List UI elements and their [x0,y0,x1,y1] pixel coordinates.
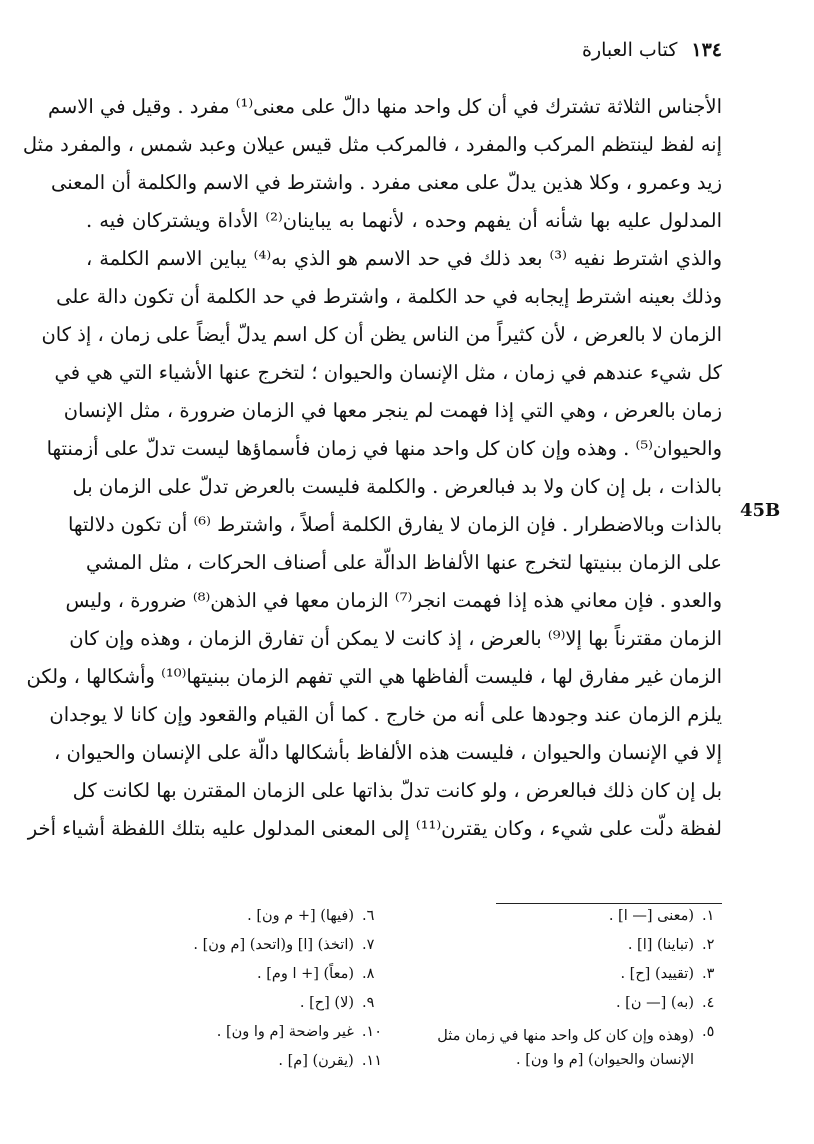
text-line: الزمان غير مفارق لها ، فليست ألفاظها هي التي تفهم الزمان ببنيتها⁽¹⁰⁾ وأشكالها ، ولكن [26,665,722,688]
footnote [120,995,382,1012]
footnote [120,1053,382,1070]
footnote-number: ٧. [362,937,375,953]
text-line: بل إن كان ذلك فبالعرض ، ولو كانت تدلّ بذاتها على الزمان المقترن بها لكانت كل [72,779,722,802]
text-line: والعدو . فإن معاني هذه إذا فهمت انجر⁽⁷⁾ الزمان معها في الذهن⁽⁸⁾ ضرورة ، وليس [65,589,722,612]
text-line: بالذات ، بل إن كان ولا بد فبالعرض . والكلمة فليست بالعرض تدلّ على الزمان بل [72,475,722,498]
text-line: كل شيء عندهم في زمان ، مثل الإنسان والحيوان ؛ لتخرج عنها الأشياء التي هي في [54,361,722,384]
footnote-text: (تباينا) [ا] . [627,937,694,953]
footnote [120,908,382,925]
footnote-number: ١١. [361,1053,382,1069]
text-line: الزمان لا بالعرض ، لأن كثيراً من الناس يظن أن كل اسم يدلّ أيضاً على زمان ، إذ كان [41,323,722,346]
footnote-number: ١. [702,908,715,924]
footnotes-column-left [120,908,382,1082]
footnote-separator [496,903,722,904]
footnote [400,995,722,1012]
footnote-text: (معنى [— ا] . [608,908,694,924]
page-number: ١٣٤ [691,39,722,61]
text-line: والذي اشترط نفيه ⁽³⁾ بعد ذلك في حد الاسم هو الذي به⁽⁴⁾ يباين الاسم الكلمة ، [86,247,722,270]
text-line: الزمان مقترناً بها إلا⁽⁹⁾ بالعرض ، إذ كانت لا يمكن أن تفارق الزمان ، وهذه وإن كان [69,627,722,650]
footnote [400,937,722,954]
footnote-number: ٩. [362,995,375,1011]
text-line: إنه لفظ لينتظم المركب والمفرد ، فالمركب مثل قيس عيلان وعبد شمس ، والمفرد مثل [22,133,722,156]
footnote [120,937,382,954]
book-title: كتاب العبارة [581,39,678,61]
margin-reference: 45B [740,500,781,521]
footnote [400,908,722,925]
text-line: لفظة دلّت على شيء ، وكان يقترن⁽¹¹⁾ إلى المعنى المدلول عليه بتلك اللفظة أشياء أخر [27,817,722,840]
text-line: يلزم الزمان عند وجودها على أنه من خارج . كما أن القيام والقعود وإن كانا لا يوجدان [49,703,722,726]
footnote [400,1024,722,1072]
footnote-number: ٦. [362,908,375,924]
text-line: بالذات وبالاضطرار . فإن الزمان لا يفارق الكلمة أصلاً ، واشترط ⁽⁶⁾ أن تكون دلالتها [67,513,722,536]
text-line: زمان بالعرض ، وهي التي إذا فهمت لم ينجر معها في الزمان ضرورة ، مثل الإنسان [63,399,722,422]
text-line: زيد وعمرو ، وكلا هذين يدلّ على معنى مفرد . واشترط في الاسم والكلمة أن المعنى [50,171,722,194]
footnote-text: (فيها) [+ م ون] . [247,908,354,924]
footnote-text: (معاً) [+ ا وم] . [256,966,354,982]
footnote-text: غير واضحة [م وا ون] . [216,1024,354,1040]
footnote-text: (يقرن) [م] . [278,1053,354,1069]
footnote [400,966,722,983]
footnote-number: ٢. [702,937,715,953]
footnote-number: ١٠. [361,1024,382,1040]
main-text [22,88,722,848]
text-line: المدلول عليه بها شأنه أن يفهم وحده ، لأنهما به يباينان⁽²⁾ الأداة ويشتركان فيه . [86,209,722,232]
footnote-number: ٤. [702,995,715,1011]
text-line: والحيوان⁽⁵⁾ . وهذه وإن كان كل واحد منها في زمان فأسماؤها ليست تدلّ على أزمنتها [46,437,722,460]
text-line: الأجناس الثلاثة تشترك في أن كل واحد منها دالّ على معنى⁽¹⁾ مفرد . وقيل في الاسم [47,95,722,118]
text-line: على الزمان ببنيتها لتخرج عنها الألفاظ الدالّة على أصناف الحركات ، مثل المشي [86,551,722,574]
footnotes-column-right [400,908,722,1084]
text-line: وذلك بعينه اشترط إيجابه في حد الكلمة ، واشترط في حد الكلمة أن تكون دالة على [56,285,722,308]
footnote-text: (تقييد) [ح] . [620,966,694,982]
footnote-text: (لا) [ح] . [299,995,354,1011]
footnote-number: ٣. [702,966,715,982]
footnote-text: (وهذه وإن كان كل واحد منها في زمان مثل الإنسان والحيوان) [م وا ون] . [437,1028,694,1068]
text-line: إلا في الإنسان والحيوان ، فليست هذه الألفاظ بأشكالها دالّة على الإنسان والحيوان ، [53,741,722,764]
running-header [460,34,722,66]
footnote [120,1024,382,1041]
footnote-number: ٥. [702,1024,715,1040]
footnote [120,966,382,983]
footnote-number: ٨. [362,966,375,982]
footnote-text: (اتخذ) [ا] و(اتحد) [م ون] . [193,937,354,953]
footnote-text: (به) [— ن] . [615,995,694,1011]
